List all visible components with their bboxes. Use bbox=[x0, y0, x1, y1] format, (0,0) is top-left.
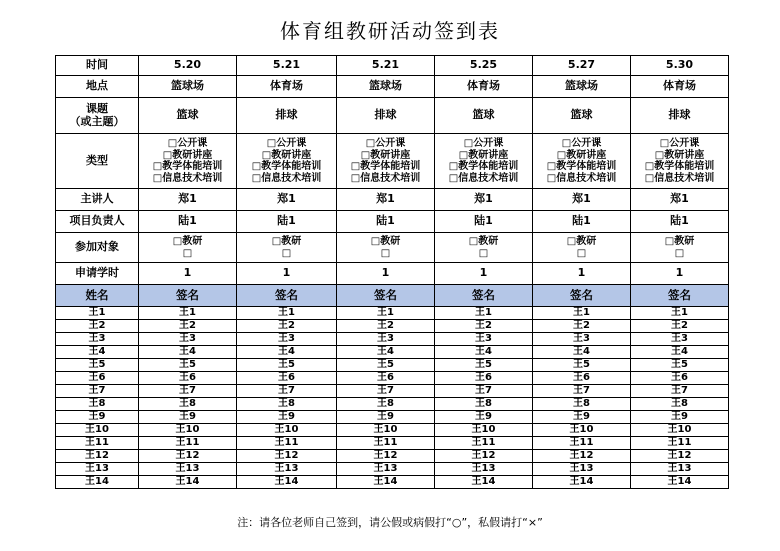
cell-participant-options bbox=[435, 233, 533, 263]
table-row bbox=[56, 359, 729, 372]
cell-lecturer: 郑1 bbox=[533, 189, 631, 211]
signature-column-header: 签名 bbox=[533, 285, 631, 307]
cell-date: 5.21 bbox=[337, 56, 435, 76]
option-checkbox[interactable]: □教研 bbox=[468, 236, 499, 247]
option-checkbox[interactable]: □信息技术培训 bbox=[448, 172, 519, 184]
table-row bbox=[56, 398, 729, 411]
option-checkbox[interactable]: □信息技术培训 bbox=[546, 172, 617, 184]
signature-cell[interactable]: 王1 bbox=[435, 307, 533, 320]
option-checkbox[interactable]: □教学体能培训 bbox=[350, 161, 421, 172]
option-checkbox[interactable]: □ bbox=[674, 247, 685, 259]
signature-cell[interactable]: 王9 bbox=[139, 411, 237, 424]
option-checkbox[interactable]: □教研 bbox=[370, 236, 401, 247]
teacher-name: 王2 bbox=[56, 320, 139, 333]
signature-cell[interactable]: 王2 bbox=[631, 320, 729, 333]
signature-cell[interactable]: 王2 bbox=[139, 320, 237, 333]
option-checkbox[interactable]: □公开课 bbox=[463, 138, 504, 149]
signature-cell[interactable]: 王14 bbox=[237, 476, 337, 489]
cell-type-options bbox=[139, 134, 237, 189]
cell-hours: 1 bbox=[237, 263, 337, 285]
signature-cell[interactable]: 王10 bbox=[631, 424, 729, 437]
signature-cell[interactable]: 王5 bbox=[533, 359, 631, 372]
sheet-title: 体育组教研活动签到表 bbox=[280, 19, 500, 43]
signature-cell[interactable]: 王11 bbox=[533, 437, 631, 450]
row-signature-header bbox=[56, 285, 729, 307]
signature-cell[interactable]: 王8 bbox=[139, 398, 237, 411]
row-owner bbox=[56, 211, 729, 233]
signature-cell[interactable]: 王3 bbox=[435, 333, 533, 346]
cell-participant-options bbox=[533, 233, 631, 263]
signature-cell[interactable]: 王1 bbox=[533, 307, 631, 320]
option-checkbox[interactable]: □ bbox=[478, 247, 489, 259]
cell-lecturer: 郑1 bbox=[139, 189, 237, 211]
signature-cell[interactable]: 王12 bbox=[631, 450, 729, 463]
cell-lecturer: 郑1 bbox=[237, 189, 337, 211]
footnote: 注：请各位老师自己签到，请公假或病假打“○”，私假请打“×” bbox=[237, 516, 543, 529]
signature-cell[interactable]: 王11 bbox=[237, 437, 337, 450]
signature-cell[interactable]: 王7 bbox=[139, 385, 237, 398]
table-row bbox=[56, 346, 729, 359]
cell-topic: 排球 bbox=[237, 98, 337, 134]
signature-cell[interactable]: 王10 bbox=[139, 424, 237, 437]
table-row bbox=[56, 307, 729, 320]
teacher-name: 王1 bbox=[56, 307, 139, 320]
signature-cell[interactable]: 王9 bbox=[533, 411, 631, 424]
teacher-name: 王5 bbox=[56, 359, 139, 372]
signature-cell[interactable]: 王8 bbox=[533, 398, 631, 411]
signature-cell[interactable]: 王3 bbox=[237, 333, 337, 346]
signature-cell[interactable]: 王2 bbox=[435, 320, 533, 333]
signature-cell[interactable]: 王6 bbox=[533, 372, 631, 385]
teacher-name: 王4 bbox=[56, 346, 139, 359]
signature-cell[interactable]: 王2 bbox=[533, 320, 631, 333]
signature-cell[interactable]: 王9 bbox=[337, 411, 435, 424]
option-checkbox[interactable]: □公开课 bbox=[266, 138, 307, 149]
signature-cell[interactable]: 王14 bbox=[631, 476, 729, 489]
signature-cell[interactable]: 王1 bbox=[631, 307, 729, 320]
signature-cell[interactable]: 王6 bbox=[237, 372, 337, 385]
cell-hours: 1 bbox=[533, 263, 631, 285]
option-checkbox[interactable]: □ bbox=[281, 247, 292, 259]
signature-cell[interactable]: 王12 bbox=[337, 450, 435, 463]
cell-participant-options bbox=[139, 233, 237, 263]
table-row bbox=[56, 476, 729, 489]
signature-cell[interactable]: 王9 bbox=[435, 411, 533, 424]
row-lecturer bbox=[56, 189, 729, 211]
option-checkbox[interactable]: □信息技术培训 bbox=[152, 172, 223, 184]
option-checkbox[interactable]: □教研 bbox=[664, 236, 695, 247]
cell-owner: 陆1 bbox=[533, 211, 631, 233]
signature-cell[interactable]: 王10 bbox=[337, 424, 435, 437]
option-checkbox[interactable]: □教学体能培训 bbox=[251, 161, 322, 172]
option-checkbox[interactable]: □教研 bbox=[271, 236, 302, 247]
option-checkbox[interactable]: □教研 bbox=[172, 236, 203, 247]
cell-hours: 1 bbox=[139, 263, 237, 285]
teacher-name: 王13 bbox=[56, 463, 139, 476]
signature-cell[interactable]: 王11 bbox=[631, 437, 729, 450]
row-participants bbox=[56, 233, 729, 263]
cell-topic: 篮球 bbox=[435, 98, 533, 134]
teacher-name: 王3 bbox=[56, 333, 139, 346]
option-checkbox[interactable]: □教研 bbox=[566, 236, 597, 247]
cell-date: 5.27 bbox=[533, 56, 631, 76]
cell-date: 5.20 bbox=[139, 56, 237, 76]
cell-place: 体育场 bbox=[631, 76, 729, 98]
table-row bbox=[56, 411, 729, 424]
cell-owner: 陆1 bbox=[435, 211, 533, 233]
cell-lecturer: 郑1 bbox=[337, 189, 435, 211]
teacher-name: 王8 bbox=[56, 398, 139, 411]
table-row bbox=[56, 333, 729, 346]
signature-column-header: 签名 bbox=[337, 285, 435, 307]
option-checkbox[interactable]: □教学体能培训 bbox=[644, 161, 715, 172]
cell-topic: 篮球 bbox=[139, 98, 237, 134]
signature-cell[interactable]: 王13 bbox=[533, 463, 631, 476]
cell-date: 5.25 bbox=[435, 56, 533, 76]
signature-cell[interactable]: 王1 bbox=[337, 307, 435, 320]
signature-cell[interactable]: 王4 bbox=[435, 346, 533, 359]
option-checkbox[interactable]: □ bbox=[576, 247, 587, 259]
cell-topic: 排球 bbox=[337, 98, 435, 134]
option-checkbox[interactable]: □公开课 bbox=[167, 138, 208, 149]
signature-column-header: 签名 bbox=[237, 285, 337, 307]
signature-cell[interactable]: 王14 bbox=[435, 476, 533, 489]
row-label: 参加对象 bbox=[56, 233, 139, 263]
cell-type-options bbox=[631, 134, 729, 189]
option-checkbox[interactable]: □教研讲座 bbox=[261, 149, 312, 161]
table-row bbox=[56, 437, 729, 450]
option-checkbox[interactable]: □公开课 bbox=[561, 138, 602, 149]
signature-cell[interactable]: 王3 bbox=[631, 333, 729, 346]
option-checkbox[interactable]: □ bbox=[182, 247, 193, 259]
signature-cell[interactable]: 王12 bbox=[533, 450, 631, 463]
row-time bbox=[56, 56, 729, 76]
teacher-name: 王10 bbox=[56, 424, 139, 437]
table-row bbox=[56, 320, 729, 333]
name-column-header: 姓名 bbox=[56, 285, 139, 307]
signature-cell[interactable]: 王11 bbox=[337, 437, 435, 450]
signature-cell[interactable]: 王3 bbox=[533, 333, 631, 346]
option-checkbox[interactable]: □公开课 bbox=[659, 138, 700, 149]
table-row bbox=[56, 385, 729, 398]
option-checkbox[interactable]: □教学体能培训 bbox=[448, 161, 519, 172]
signature-cell[interactable]: 王8 bbox=[435, 398, 533, 411]
cell-place: 篮球场 bbox=[139, 76, 237, 98]
row-hours bbox=[56, 263, 729, 285]
signature-cell[interactable]: 王6 bbox=[139, 372, 237, 385]
cell-lecturer: 郑1 bbox=[631, 189, 729, 211]
signature-cell[interactable]: 王9 bbox=[237, 411, 337, 424]
signature-cell[interactable]: 王13 bbox=[435, 463, 533, 476]
option-checkbox[interactable]: □ bbox=[380, 247, 391, 259]
signature-cell[interactable]: 王7 bbox=[337, 385, 435, 398]
cell-hours: 1 bbox=[435, 263, 533, 285]
row-place bbox=[56, 76, 729, 98]
signature-cell[interactable]: 王13 bbox=[237, 463, 337, 476]
cell-type-options bbox=[435, 134, 533, 189]
table-row bbox=[56, 424, 729, 437]
signature-cell[interactable]: 王10 bbox=[237, 424, 337, 437]
signin-table bbox=[55, 55, 729, 489]
row-label: 主讲人 bbox=[56, 189, 139, 211]
signature-cell[interactable]: 王5 bbox=[337, 359, 435, 372]
row-type bbox=[56, 134, 729, 189]
cell-type-options bbox=[237, 134, 337, 189]
signature-cell[interactable]: 王12 bbox=[435, 450, 533, 463]
row-label: 时间 bbox=[56, 56, 139, 76]
cell-type-options bbox=[337, 134, 435, 189]
signature-cell[interactable]: 王2 bbox=[337, 320, 435, 333]
cell-place: 篮球场 bbox=[533, 76, 631, 98]
cell-owner: 陆1 bbox=[631, 211, 729, 233]
signature-cell[interactable]: 王1 bbox=[237, 307, 337, 320]
signature-cell[interactable]: 王13 bbox=[139, 463, 237, 476]
row-topic bbox=[56, 98, 729, 134]
option-checkbox[interactable]: □教研讲座 bbox=[162, 149, 213, 161]
signature-cell[interactable]: 王7 bbox=[237, 385, 337, 398]
table-row bbox=[56, 450, 729, 463]
signature-cell[interactable]: 王4 bbox=[631, 346, 729, 359]
option-checkbox[interactable]: □信息技术培训 bbox=[644, 172, 715, 184]
cell-type-options bbox=[533, 134, 631, 189]
signature-cell[interactable]: 王3 bbox=[337, 333, 435, 346]
signature-cell[interactable]: 王5 bbox=[237, 359, 337, 372]
signature-cell[interactable]: 王6 bbox=[337, 372, 435, 385]
signature-cell[interactable]: 王6 bbox=[631, 372, 729, 385]
cell-place: 体育场 bbox=[237, 76, 337, 98]
option-checkbox[interactable]: □教研讲座 bbox=[360, 149, 411, 161]
row-label: 地点 bbox=[56, 76, 139, 98]
signature-cell[interactable]: 王4 bbox=[533, 346, 631, 359]
option-checkbox[interactable]: □公开课 bbox=[365, 138, 406, 149]
option-checkbox[interactable]: □教学体能培训 bbox=[546, 161, 617, 172]
signature-cell[interactable]: 王1 bbox=[139, 307, 237, 320]
cell-hours: 1 bbox=[337, 263, 435, 285]
signature-cell[interactable]: 王12 bbox=[237, 450, 337, 463]
option-checkbox[interactable]: □信息技术培训 bbox=[251, 172, 322, 184]
signature-cell[interactable]: 王7 bbox=[435, 385, 533, 398]
signature-cell[interactable]: 王13 bbox=[631, 463, 729, 476]
signature-column-header: 签名 bbox=[435, 285, 533, 307]
option-checkbox[interactable]: □教研讲座 bbox=[458, 149, 509, 161]
teacher-name: 王6 bbox=[56, 372, 139, 385]
signature-cell[interactable]: 王4 bbox=[139, 346, 237, 359]
cell-date: 5.30 bbox=[631, 56, 729, 76]
signature-cell[interactable]: 王7 bbox=[631, 385, 729, 398]
signature-cell[interactable]: 王11 bbox=[435, 437, 533, 450]
option-checkbox[interactable]: □信息技术培训 bbox=[350, 172, 421, 184]
cell-lecturer: 郑1 bbox=[435, 189, 533, 211]
cell-hours: 1 bbox=[631, 263, 729, 285]
row-label: 类型 bbox=[56, 134, 139, 189]
cell-participant-options bbox=[337, 233, 435, 263]
table-row bbox=[56, 372, 729, 385]
signature-cell[interactable]: 王7 bbox=[533, 385, 631, 398]
signature-column-header: 签名 bbox=[631, 285, 729, 307]
cell-owner: 陆1 bbox=[139, 211, 237, 233]
signature-cell[interactable]: 王9 bbox=[631, 411, 729, 424]
teacher-name: 王11 bbox=[56, 437, 139, 450]
signature-cell[interactable]: 王5 bbox=[139, 359, 237, 372]
signature-cell[interactable]: 王8 bbox=[631, 398, 729, 411]
signature-cell[interactable]: 王11 bbox=[139, 437, 237, 450]
option-checkbox[interactable]: □教研讲座 bbox=[654, 149, 705, 161]
cell-place: 体育场 bbox=[435, 76, 533, 98]
cell-participant-options bbox=[237, 233, 337, 263]
cell-owner: 陆1 bbox=[337, 211, 435, 233]
signature-cell[interactable]: 王6 bbox=[435, 372, 533, 385]
teacher-name: 王9 bbox=[56, 411, 139, 424]
signature-cell[interactable]: 王13 bbox=[337, 463, 435, 476]
signature-cell[interactable]: 王3 bbox=[139, 333, 237, 346]
signature-cell[interactable]: 王14 bbox=[533, 476, 631, 489]
signature-cell[interactable]: 王4 bbox=[237, 346, 337, 359]
table-row bbox=[56, 463, 729, 476]
option-checkbox[interactable]: □教研讲座 bbox=[556, 149, 607, 161]
teacher-name: 王12 bbox=[56, 450, 139, 463]
signature-cell[interactable]: 王4 bbox=[337, 346, 435, 359]
signature-cell[interactable]: 王2 bbox=[237, 320, 337, 333]
row-label: 申请学时 bbox=[56, 263, 139, 285]
signature-cell[interactable]: 王10 bbox=[435, 424, 533, 437]
cell-date: 5.21 bbox=[237, 56, 337, 76]
cell-topic: 篮球 bbox=[533, 98, 631, 134]
signature-cell[interactable]: 王8 bbox=[337, 398, 435, 411]
option-checkbox[interactable]: □教学体能培训 bbox=[152, 161, 223, 172]
signature-cell[interactable]: 王8 bbox=[237, 398, 337, 411]
cell-topic: 排球 bbox=[631, 98, 729, 134]
signature-cell[interactable]: 王5 bbox=[435, 359, 533, 372]
signature-cell[interactable]: 王14 bbox=[337, 476, 435, 489]
signature-cell[interactable]: 王14 bbox=[139, 476, 237, 489]
teacher-name: 王14 bbox=[56, 476, 139, 489]
signature-cell[interactable]: 王12 bbox=[139, 450, 237, 463]
row-label: 课题 （或主题） bbox=[56, 98, 139, 134]
cell-owner: 陆1 bbox=[237, 211, 337, 233]
signature-column-header: 签名 bbox=[139, 285, 237, 307]
cell-participant-options bbox=[631, 233, 729, 263]
cell-place: 篮球场 bbox=[337, 76, 435, 98]
teacher-name: 王7 bbox=[56, 385, 139, 398]
signature-cell[interactable]: 王5 bbox=[631, 359, 729, 372]
signature-cell[interactable]: 王10 bbox=[533, 424, 631, 437]
row-label: 项目负责人 bbox=[56, 211, 139, 233]
